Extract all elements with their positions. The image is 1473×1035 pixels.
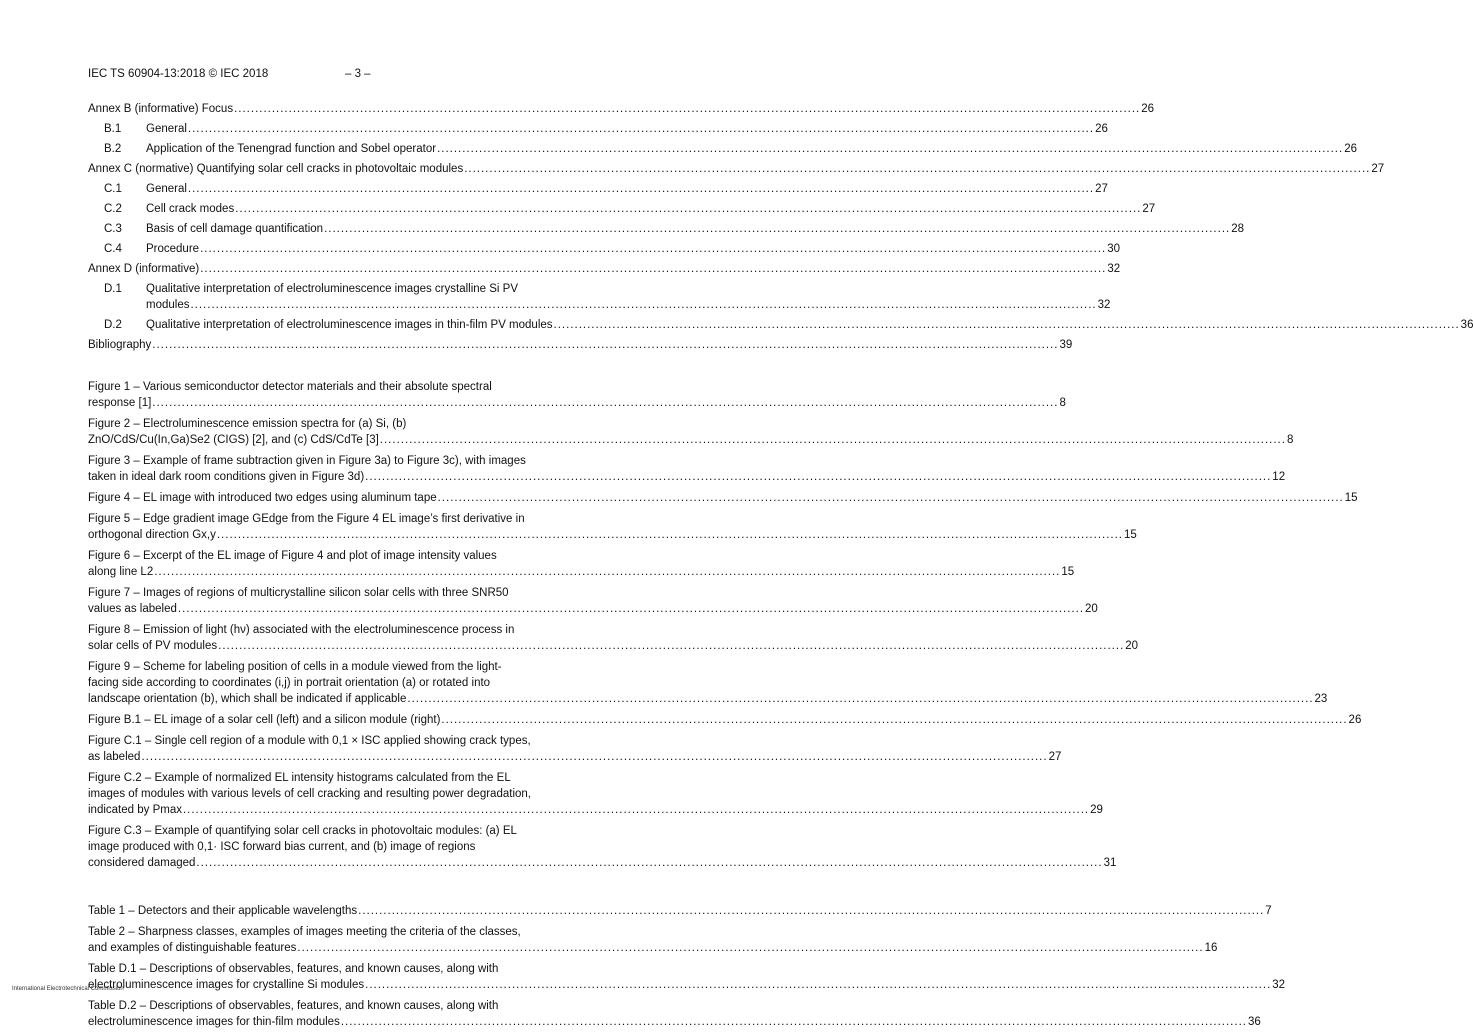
toc-table-entry-line-text: Table 1 – Detectors and their applicable wavelengths (88, 905, 358, 917)
leader-dots (341, 1014, 1247, 1030)
toc-sub-line-page: 32 (1097, 299, 1111, 311)
toc-figure-entry[interactable] (88, 490, 1358, 506)
toc-sub-line[interactable] (146, 201, 1155, 217)
toc-table-entry-text: Table D.2 – Descriptions of observables, features, and known causes, along with (88, 1000, 499, 1012)
toc-annex-entry-text: Annex D (informative) (88, 263, 200, 275)
toc-table-entry-line[interactable] (88, 903, 1272, 919)
leader-dots (464, 161, 1370, 177)
header-page-number: – 3 – (345, 68, 371, 80)
toc-figure-entry-line-text: as labeled (88, 751, 141, 763)
leader-dots (407, 691, 1313, 707)
toc-figure-entry-line-page: 27 (1048, 751, 1062, 763)
leader-dots (178, 601, 1084, 617)
toc-sub-line[interactable] (146, 181, 1108, 197)
toc-sub-entry[interactable] (88, 181, 1108, 197)
header-standard: IEC TS 60904-13:2018 © IEC 2018 (88, 68, 269, 80)
toc-sub-line-text: Cell crack modes (146, 203, 235, 215)
toc-bibliography[interactable] (88, 337, 1073, 353)
toc-figure-entry-text: Figure 8 – Emission of light (hν) associated with the electroluminescence process in (88, 624, 515, 636)
toc-sub-number: D.1 (104, 283, 122, 295)
leader-dots (200, 241, 1106, 257)
toc-sub-line-text: General (146, 183, 187, 195)
toc-table-entry-line[interactable] (88, 1014, 1261, 1030)
footer-publisher: International Electrotechnical Commission (12, 986, 124, 992)
leader-dots (196, 855, 1102, 871)
toc-table-entry-line-text: electroluminescence images for crystalline Si modules (88, 979, 365, 991)
leader-dots (188, 181, 1094, 197)
toc-sub-line-text: Procedure (146, 243, 200, 255)
toc-figure-entry-line-text: values as labeled (88, 603, 177, 615)
toc-table-entry-line-text: and examples of distinguishable features (88, 942, 297, 954)
leader-dots (152, 395, 1058, 411)
toc-figure-entry[interactable] (88, 585, 1098, 617)
toc-sub-body (146, 181, 1108, 197)
toc-sub-line-page: 30 (1107, 243, 1120, 255)
toc-figure-entry-line-page: 8 (1059, 397, 1066, 409)
leader-dots (183, 802, 1089, 818)
toc-sub-entry[interactable] (88, 221, 1245, 237)
toc-figure-entry-line-text: ZnO/CdS/Cu(In,Ga)Se2 (CIGS) [2], and (c) CdS/CdTe [3] (88, 434, 379, 446)
toc-figure-entry-line[interactable] (88, 601, 1098, 617)
toc-sub-line-page: 36 (1460, 319, 1473, 331)
toc-sub-number: C.2 (104, 203, 122, 215)
toc-figure-entry-line[interactable] (88, 638, 1139, 654)
toc-figure-entry[interactable] (88, 453, 1286, 485)
toc-figure-entry-text: Figure C.3 – Example of quantifying solar cell cracks in photovoltaic modules: (a) EL (88, 825, 517, 837)
toc-figure-entry-line-page: 26 (1348, 714, 1362, 726)
toc-table-entry-text: Table D.1 – Descriptions of observables, features, and known causes, along with (88, 963, 499, 975)
leader-dots (218, 638, 1124, 654)
toc-figure-entry-line-page: 15 (1344, 492, 1358, 504)
leader-dots (380, 432, 1286, 448)
leader-dots (358, 903, 1264, 919)
toc-sub-number: B.2 (104, 143, 122, 155)
toc-sub-line[interactable] (146, 121, 1108, 137)
toc-sub-line-page: 27 (1142, 203, 1156, 215)
toc-figure-entry-line[interactable] (88, 432, 1294, 448)
toc-annex-entry-page: 32 (1107, 263, 1121, 275)
toc-figure-entry[interactable] (88, 659, 1328, 707)
toc-figure-entry-line-page: 15 (1124, 529, 1137, 541)
toc-figure-entry-line[interactable] (88, 527, 1137, 543)
leader-dots (217, 527, 1123, 543)
toc-sub-line[interactable] (146, 221, 1244, 237)
toc-figure-entry-line[interactable] (88, 469, 1286, 485)
toc-table-entry[interactable] (88, 924, 1218, 956)
toc-sub-number: D.2 (104, 319, 122, 331)
toc-figure-entry-text: Figure 3 – Example of frame subtraction given in Figure 3a) to Figure 3c), with images (88, 455, 526, 467)
toc-sub-entry[interactable] (88, 141, 1357, 157)
toc-figure-entry-text: facing side according to coordinates (i,j) in portrait orientation (a) or rotated into (88, 677, 491, 689)
leader-dots (190, 297, 1096, 313)
toc-figure-entry-line-page: 23 (1314, 693, 1328, 705)
toc-figure-entry[interactable] (88, 622, 1139, 654)
toc-annex-entry-text: Annex C (normative) Quantifying solar cell cracks in photovoltaic modules (88, 163, 464, 175)
toc-sub-body (146, 221, 1244, 237)
toc-table-entry-line-page: 7 (1265, 905, 1272, 917)
toc-sub-body (146, 201, 1155, 217)
toc-table-entry[interactable] (88, 998, 1261, 1030)
leader-dots (365, 469, 1271, 485)
toc-figure-entry-line[interactable] (88, 855, 1117, 871)
toc-figure-entry-text: Figure 9 – Scheme for labeling position of cells in a module viewed from the light- (88, 661, 502, 673)
toc-sub-body (146, 141, 1357, 157)
page-header (88, 68, 371, 80)
toc-figure-entry-line-page: 8 (1286, 434, 1294, 446)
toc-sub-body (146, 317, 1473, 333)
toc-sub-number: C.4 (104, 243, 122, 255)
leader-dots (152, 337, 1058, 353)
toc-figure-entry-text: image produced with 0,1· ISC forward bias current, and (b) image of regions (88, 841, 476, 853)
toc-sub-line-page: 27 (1095, 183, 1108, 195)
section-gap (88, 353, 637, 379)
toc-figure-entry-text: Figure 5 – Edge gradient image GEdge from the Figure 4 EL image’s first derivative in (88, 513, 525, 525)
toc-figure-entry-text: Figure 1 – Various semiconductor detector materials and their absolute spectral (88, 381, 492, 393)
toc-sub-line[interactable] (146, 141, 1357, 157)
toc-sub-line-text: modules (146, 299, 190, 311)
toc-sub-entry[interactable] (88, 241, 1120, 257)
toc-table-entry[interactable] (88, 903, 1272, 919)
toc-figure-entry-line-text: Figure 4 – EL image with introduced two edges using aluminum tape (88, 492, 437, 504)
toc-sub-body (146, 121, 1108, 137)
toc-figure-entry-text: Figure C.1 – Single cell region of a module with 0,1 × ISC applied showing crack types, (88, 735, 531, 747)
leader-dots (438, 490, 1344, 506)
leader-dots (365, 977, 1271, 993)
toc-annex-entry-text: Annex B (informative) Focus (88, 103, 234, 115)
toc-figure-entry-text: Figure 7 – Images of regions of multicrystalline silicon solar cells with three SNR50 (88, 587, 509, 599)
toc-sub-entry[interactable] (88, 317, 1473, 333)
toc-table-entry-line[interactable] (88, 977, 1286, 993)
toc-sub-line[interactable] (146, 297, 1110, 313)
toc-figure-entry-line[interactable] (88, 749, 1062, 765)
toc-figure-entry-line-page: 29 (1090, 804, 1103, 816)
toc-sub-body (146, 281, 1110, 313)
table-of-contents (88, 101, 1473, 1035)
toc-figure-entry-text: Figure 2 – Electroluminescence emission spectra for (a) Si, (b) (88, 418, 407, 430)
leader-dots (437, 141, 1343, 157)
toc-figure-entry-line-text: taken in ideal dark room conditions given in Figure 3d) (88, 471, 365, 483)
leader-dots (441, 712, 1347, 728)
toc-annex-entry-page: 27 (1371, 163, 1385, 175)
toc-sub-line-text: Qualitative interpretation of electroluminescence images in thin-film PV modules (146, 319, 553, 331)
leader-dots (297, 940, 1203, 956)
toc-figure-entry-line[interactable] (88, 802, 1103, 818)
toc-figure-entry-line-text: considered damaged (88, 857, 196, 869)
toc-figure-entry-line-page: 20 (1085, 603, 1098, 615)
toc-figure-entry-line-page: 15 (1061, 566, 1075, 578)
toc-sub-number: C.3 (104, 223, 122, 235)
toc-table-entry-line-text: electroluminescence images for thin-film modules (88, 1016, 340, 1028)
toc-sub-entry[interactable] (88, 201, 1156, 217)
section-gap (88, 876, 637, 903)
toc-figure-entry-line-text: solar cells of PV modules (88, 640, 218, 652)
leader-dots (188, 121, 1094, 137)
toc-sub-number: B.1 (104, 123, 122, 135)
toc-sub-line[interactable] (146, 317, 1473, 333)
toc-figure-entry-line-page: 12 (1272, 471, 1286, 483)
toc-figure-entry[interactable] (88, 511, 1137, 543)
toc-annex-entry[interactable] (88, 101, 1155, 117)
toc-sub-line-page: 26 (1344, 143, 1357, 155)
toc-figure-entry[interactable] (88, 416, 1294, 448)
toc-figure-entry-text: Figure 6 – Excerpt of the EL image of Figure 4 and plot of image intensity values (88, 550, 497, 562)
toc-figure-entry-line[interactable] (88, 490, 1358, 506)
toc-figure-entry[interactable] (88, 733, 1062, 765)
toc-sub-number: C.1 (104, 183, 122, 195)
toc-table-entry-line-page: 16 (1204, 942, 1218, 954)
toc-sub-line-text: Application of the Tenengrad function and Sobel operator (146, 143, 437, 155)
toc-figure-entry-line-text: landscape orientation (b), which shall be indicated if applicable (88, 693, 407, 705)
toc-sub-entry[interactable] (88, 121, 1108, 137)
leader-dots (200, 261, 1106, 277)
toc-table-entry-line[interactable] (88, 940, 1218, 956)
toc-bibliography-text: Bibliography (88, 339, 152, 351)
toc-figure-entry-line-text: orthogonal direction Gx,y (88, 529, 216, 541)
toc-figure-entry-line[interactable] (88, 564, 1075, 580)
toc-bibliography-page: 39 (1059, 339, 1073, 351)
toc-figure-entry-line-text: along line L2 (88, 566, 154, 578)
toc-figure-entry[interactable] (88, 770, 1103, 818)
toc-sub-line-page: 28 (1231, 223, 1245, 235)
toc-sub-body (146, 241, 1120, 257)
toc-figure-entry-line-page: 20 (1125, 640, 1139, 652)
toc-table-entry[interactable] (88, 961, 1286, 993)
toc-sub-line[interactable] (146, 241, 1120, 257)
leader-dots (235, 201, 1141, 217)
toc-figure-entry[interactable] (88, 823, 1117, 871)
toc-figure-entry-line[interactable] (88, 712, 1362, 728)
toc-figure-entry[interactable] (88, 548, 1075, 580)
leader-dots (154, 564, 1060, 580)
toc-figure-entry-line[interactable] (88, 691, 1328, 707)
leader-dots (234, 101, 1140, 117)
toc-annex-entry[interactable] (88, 261, 1121, 277)
toc-figure-entry[interactable] (88, 379, 1066, 411)
toc-figure-entry-line[interactable] (88, 395, 1066, 411)
toc-figure-entry-text: images of modules with various levels of cell cracking and resulting power degradation, (88, 788, 531, 800)
leader-dots (324, 221, 1230, 237)
toc-figure-entry-line-text: response [1] (88, 397, 152, 409)
toc-table-entry-text: Table 2 – Sharpness classes, examples of images meeting the criteria of the classes, (88, 926, 521, 938)
toc-annex-entry[interactable] (88, 161, 1385, 177)
toc-sub-entry[interactable] (88, 281, 1111, 313)
toc-table-entry-line-page: 36 (1247, 1016, 1261, 1028)
leader-dots (554, 317, 1460, 333)
toc-annex-entry-page: 26 (1141, 103, 1155, 115)
toc-figure-entry[interactable] (88, 712, 1362, 728)
leader-dots (141, 749, 1047, 765)
toc-figure-entry-line-text: Figure B.1 – EL image of a solar cell (left) and a silicon module (right) (88, 714, 441, 726)
toc-sub-text: Qualitative interpretation of electroluminescence images crystalline Si PV (146, 283, 519, 295)
toc-figure-entry-line-page: 31 (1103, 857, 1117, 869)
toc-sub-line-text: General (146, 123, 187, 135)
toc-figure-entry-text: Figure C.2 – Example of normalized EL intensity histograms calculated from the EL (88, 772, 511, 784)
toc-sub-line-text: Basis of cell damage quantification (146, 223, 324, 235)
toc-table-entry-line-page: 32 (1272, 979, 1286, 991)
toc-sub-line-page: 26 (1095, 123, 1108, 135)
toc-figure-entry-line-text: indicated by Pmax (88, 804, 182, 816)
